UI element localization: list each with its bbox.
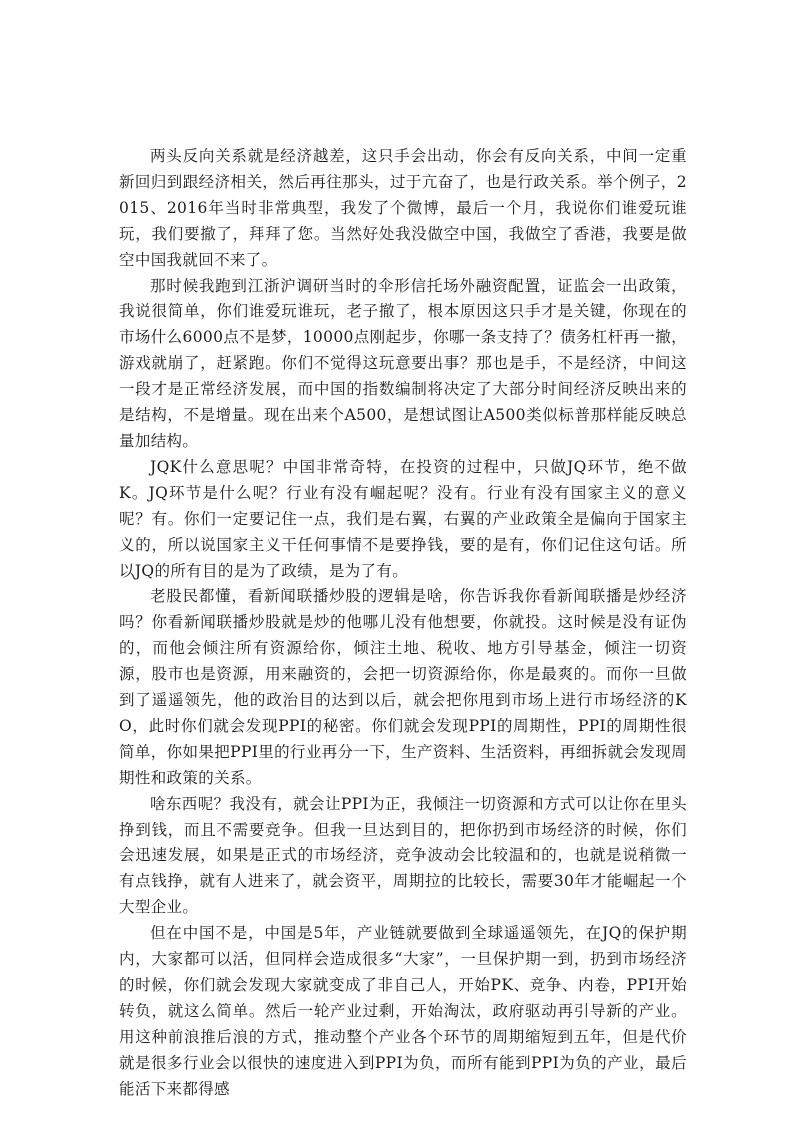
paragraph-6: 但在中国不是，中国是5年，产业链就要做到全球遥遥领先，在JQ的保护期内，大家都可以活，但同样会造成很多“大家”，一旦保护期一到，扔到市场经济的时候，你们就会发现大家就变成了非自己人，开始PK、竞争、内卷，PPI开始转负，就这么简单。然后一轮产业过剩，开始淘汰，政府驱动再引导新的产业。用这种前浪推后浪的方式，推动整个产业各个环节的周期缩短到五年，但是代价就是很多行业会以很快的速度进入到PPI为负，而所有能到PPI为负的产业，最后能活下来都得感: [119, 924, 687, 1098]
document-body: [119, 144, 687, 1103]
paragraph-1: 两头反向关系就是经济越差，这只手会出动，你会有反向关系，中间一定重新回归到跟经济相关，然后再往那头，过于亢奋了，也是行政关系。举个例子，2015、2016年当时非常典型，我发了个微博，最后一个月，我说你们谁爱玩谁玩，我们要撤了，拜拜了您。当然好处我没做空中国，我做空了香港，我要是做空中国我就回不来了。: [119, 147, 687, 269]
paragraph-5: 啥东西呢？我没有，就会让PPI为正，我倾注一切资源和方式可以让你在里头挣到钱，而且不需要竞争。但我一旦达到目的，把你扔到市场经济的时候，你们会迅速发展，如果是正式的市场经济，竞争波动会比较温和的，也就是说稍微一有点钱挣，就有人进来了，就会资平，周期拉的比较长，需要30年才能崛起一个大型企业。: [119, 794, 687, 917]
paragraph-2: 那时候我跑到江浙沪调研当时的伞形信托场外融资配置，证监会一出政策，我说很简单，你们谁爱玩谁玩，老子撤了，根本原因这只手才是关键，你现在的市场什么6000点不是梦，10000点刚起步，你哪一条支持了？债务杠杆再一撤，游戏就崩了，赶紧跑。你们不觉得这玩意要出事？那也是手，不是经济，中间这一段才是正常经济发展，而中国的指数编制将决定了大部分时间经济反映出来的是结构，不是增量。现在出来个A500，是想试图让A500类似标普那样能反映总量加结构。: [119, 276, 687, 450]
paragraph-4: 老股民都懂，看新闻联播炒股的逻辑是啥，你告诉我你看新闻联播是炒经济吗？你看新闻联播炒股就是炒的他哪儿没有他想要，你就投。这时候是没有证伪的，而他会倾注所有资源给你，倾注土地、税收、地方引导基金，倾注一切资源，股市也是资源，用来融资的，会把一切资源给你，你是最爽的。而你一旦做到了遥遥领先，他的政治目的达到以后，就会把你甩到市场上进行市场经济的KO，此时你们就会发现PPI的秘密。你们就会发现PPI的周期性，PPI的周期性很简单，你如果把PPI里的行业再分一下，生产资料、生活资料，再细拆就会发现周期性和政策的关系。: [119, 587, 687, 787]
paragraph-3: JQK什么意思呢？中国非常奇特，在投资的过程中，只做JQ环节，绝不做K。JQ环节是什么呢？行业有没有崛起呢？没有。行业有没有国家主义的意义呢？有。你们一定要记住一点，我们是右翼，右翼的产业政策全是偏向于国家主义的，所以说国家主义干任何事情不是要挣钱，要的是有，你们记住这句话。所以JQ的所有目的是为了政绩，是为了有。: [119, 457, 687, 580]
